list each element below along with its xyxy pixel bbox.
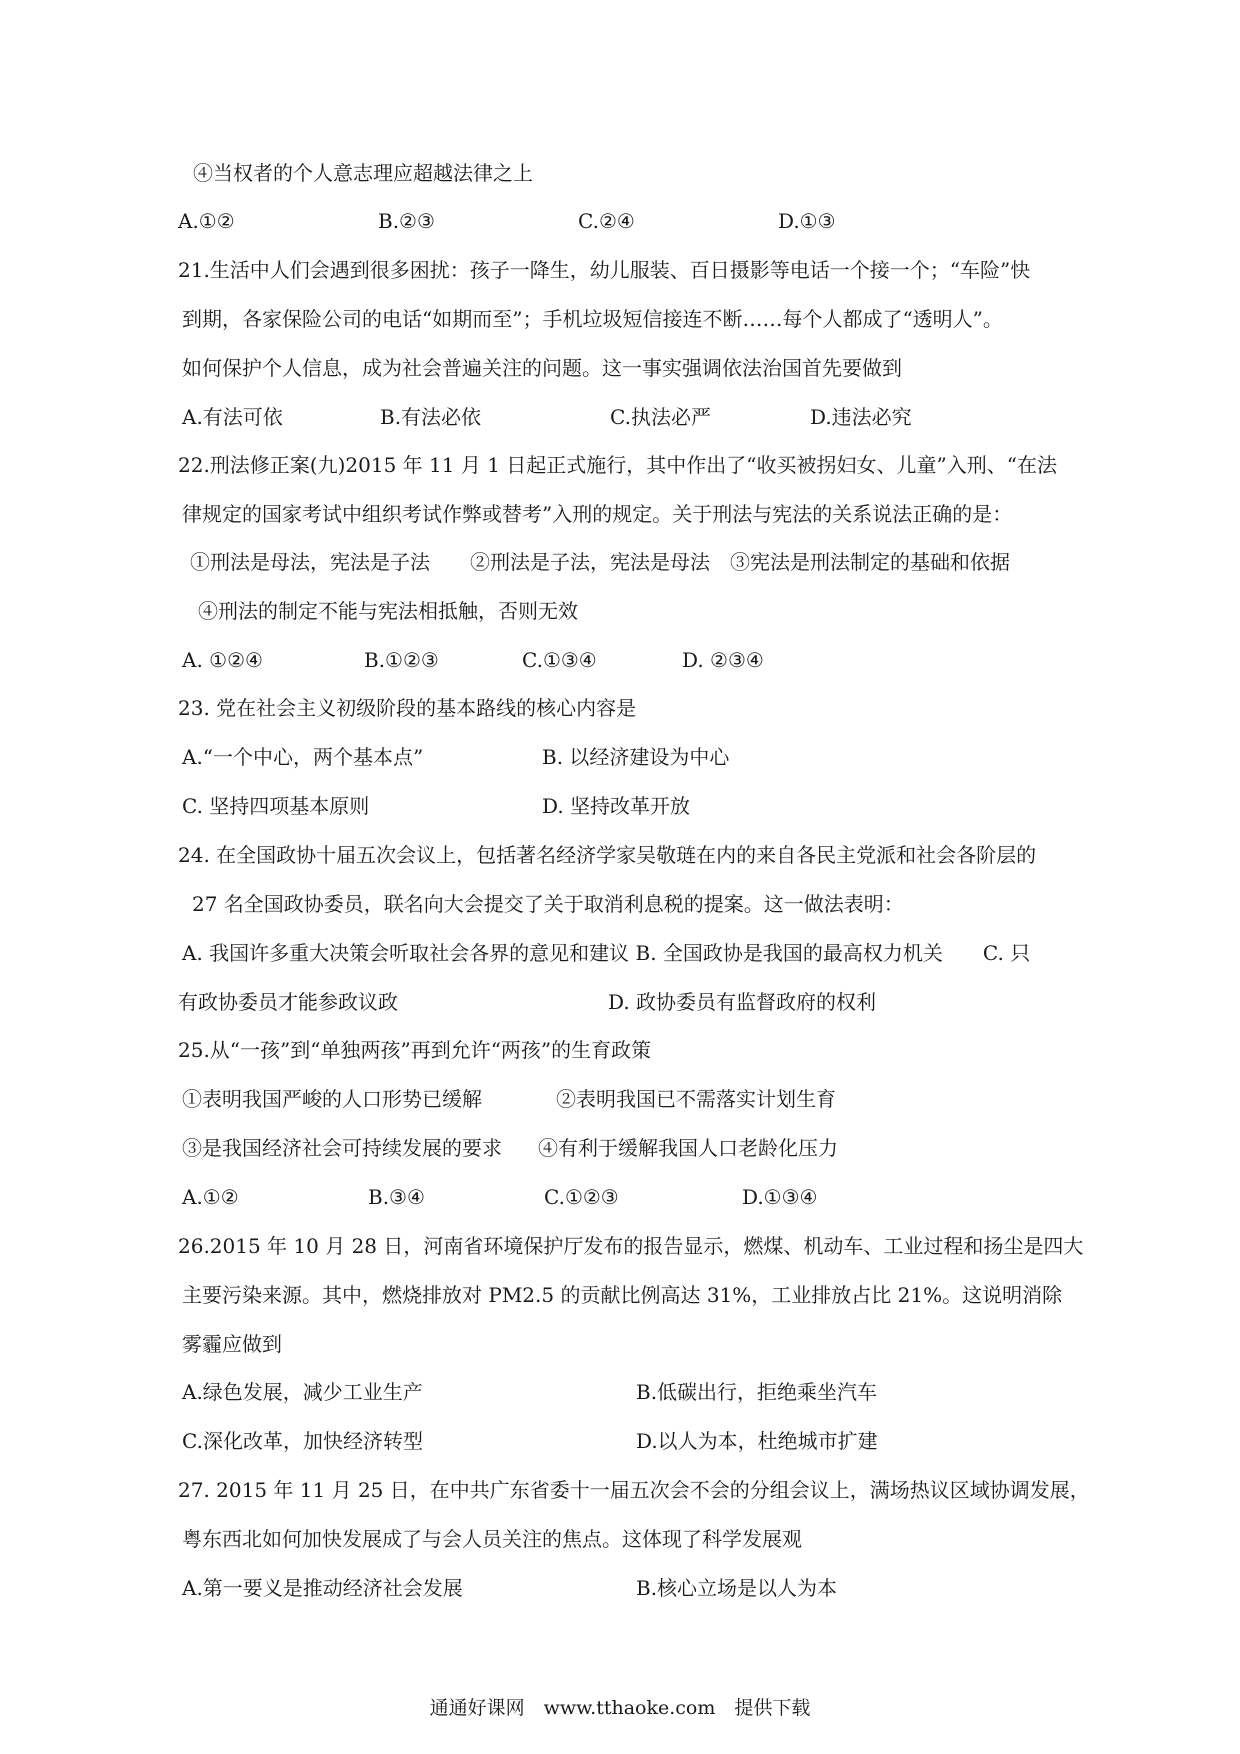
question-27-line-1: 27. 2015 年 11 月 25 日，在中共广东省委十一届五次会不会的分组会议上，满场热议区域协调发展，: [178, 1478, 1090, 1502]
option-d: D.①③: [778, 209, 836, 233]
option-a: A.有法可依: [182, 405, 283, 429]
option-d: D. 坚持改革开放: [542, 794, 691, 818]
question-23-stem: 23. 党在社会主义初级阶段的基本路线的核心内容是: [178, 696, 637, 720]
question-22-line-1: 22.刑法修正案(九)2015 年 11 月 1 日起正式施行，其中作出了“收买被拐妇女、儿童”入刑、“在法: [178, 453, 1057, 477]
option-d: D. 政协委员有监督政府的权利: [608, 990, 877, 1014]
statement-item-1: ①表明我国严峻的人口形势已缓解: [182, 1087, 482, 1111]
option-a: A. ①②④: [182, 648, 263, 672]
question-22-line-2: 律规定的国家考试中组织考试作弊或替考”入刑的规定。关于刑法与宪法的关系说法正确的是：: [182, 502, 1013, 526]
option-b: B.①②③: [364, 648, 439, 672]
question-27-line-2: 粤东西北如何加快发展成了与会人员关注的焦点。这体现了科学发展观: [182, 1527, 802, 1551]
option-a: A.绿色发展，减少工业生产: [182, 1380, 423, 1404]
option-b: B. 以经济建设为中心: [542, 745, 730, 769]
question-24-options-line: A. 我国许多重大决策会听取社会各界的意见和建议 B. 全国政协是我国的最高权力机关 C. 只: [182, 941, 1031, 965]
question-21-line-1: 21.生活中人们会遇到很多困扰：孩子一降生，幼儿服装、百日摄影等电话一个接一个；“车险”快: [178, 258, 1031, 282]
option-b: B.③④: [368, 1185, 425, 1209]
option-b: B.②③: [378, 209, 435, 233]
option-c: C.执法必严: [610, 405, 711, 429]
option-d: D. ②③④: [682, 648, 764, 672]
option-a: A.①②: [182, 1185, 239, 1209]
statement-item-2: ②表明我国已不需落实计划生育: [556, 1087, 836, 1111]
question-26-line-3: 雾霾应做到: [182, 1332, 282, 1356]
question-22-items-1-3: ①刑法是母法，宪法是子法 ②刑法是子法，宪法是母法 ③宪法是刑法制定的基础和依据: [190, 550, 1010, 574]
option-c: C. 坚持四项基本原则: [182, 794, 370, 818]
option-b: B.核心立场是以人为本: [636, 1576, 838, 1600]
option-a: A.第一要义是推动经济社会发展: [182, 1576, 463, 1600]
option-c: C.①②③: [544, 1185, 619, 1209]
statement-item-4: ④当权者的个人意志理应超越法律之上: [193, 161, 533, 185]
question-21-line-2: 到期，各家保险公司的电话“如期而至”；手机垃圾短信接连不断……每个人都成了“透明人”。: [182, 307, 1003, 331]
option-b: B.低碳出行，拒绝乘坐汽车: [636, 1380, 878, 1404]
option-b: B.有法必依: [380, 405, 482, 429]
option-d: D.①③④: [742, 1185, 818, 1209]
statement-item-4: ④有利于缓解我国人口老龄化压力: [538, 1136, 838, 1160]
option-a: A.“一个中心，两个基本点”: [182, 745, 424, 769]
page-footer: 通通好课网 www.tthaoke.com 提供下载: [429, 1697, 811, 1719]
option-c: C.①③④: [522, 648, 597, 672]
question-24-option-c-cont: 有政协委员才能参政议政: [178, 990, 398, 1014]
question-24-line-1: 24. 在全国政协十届五次会议上，包括著名经济学家吴敬琏在内的来自各民主党派和社会各阶层的: [178, 843, 1037, 867]
question-22-item-4: ④刑法的制定不能与宪法相抵触，否则无效: [198, 599, 578, 623]
option-c: C.②④: [578, 209, 635, 233]
option-a: A.①②: [178, 209, 235, 233]
question-26-line-2: 主要污染来源。其中，燃烧排放对 PM2.5 的贡献比例高达 31%，工业排放占比 21%。这说明消除: [182, 1283, 1063, 1307]
question-26-line-1: 26.2015 年 10 月 28 日，河南省环境保护厅发布的报告显示，燃煤、机动车、工业过程和扬尘是四大: [178, 1234, 1084, 1258]
option-c: C.深化改革，加快经济转型: [182, 1429, 423, 1453]
option-d: D.违法必究: [810, 405, 912, 429]
question-21-line-3: 如何保护个人信息，成为社会普遍关注的问题。这一事实强调依法治国首先要做到: [182, 356, 902, 380]
statement-item-3: ③是我国经济社会可持续发展的要求: [182, 1136, 502, 1160]
question-25-stem: 25.从“一孩”到“单独两孩”再到允许“两孩”的生育政策: [178, 1038, 652, 1062]
question-24-line-2: 27 名全国政协委员，联名向大会提交了关于取消利息税的提案。这一做法表明：: [192, 892, 904, 916]
option-d: D.以人为本，杜绝城市扩建: [636, 1429, 878, 1453]
